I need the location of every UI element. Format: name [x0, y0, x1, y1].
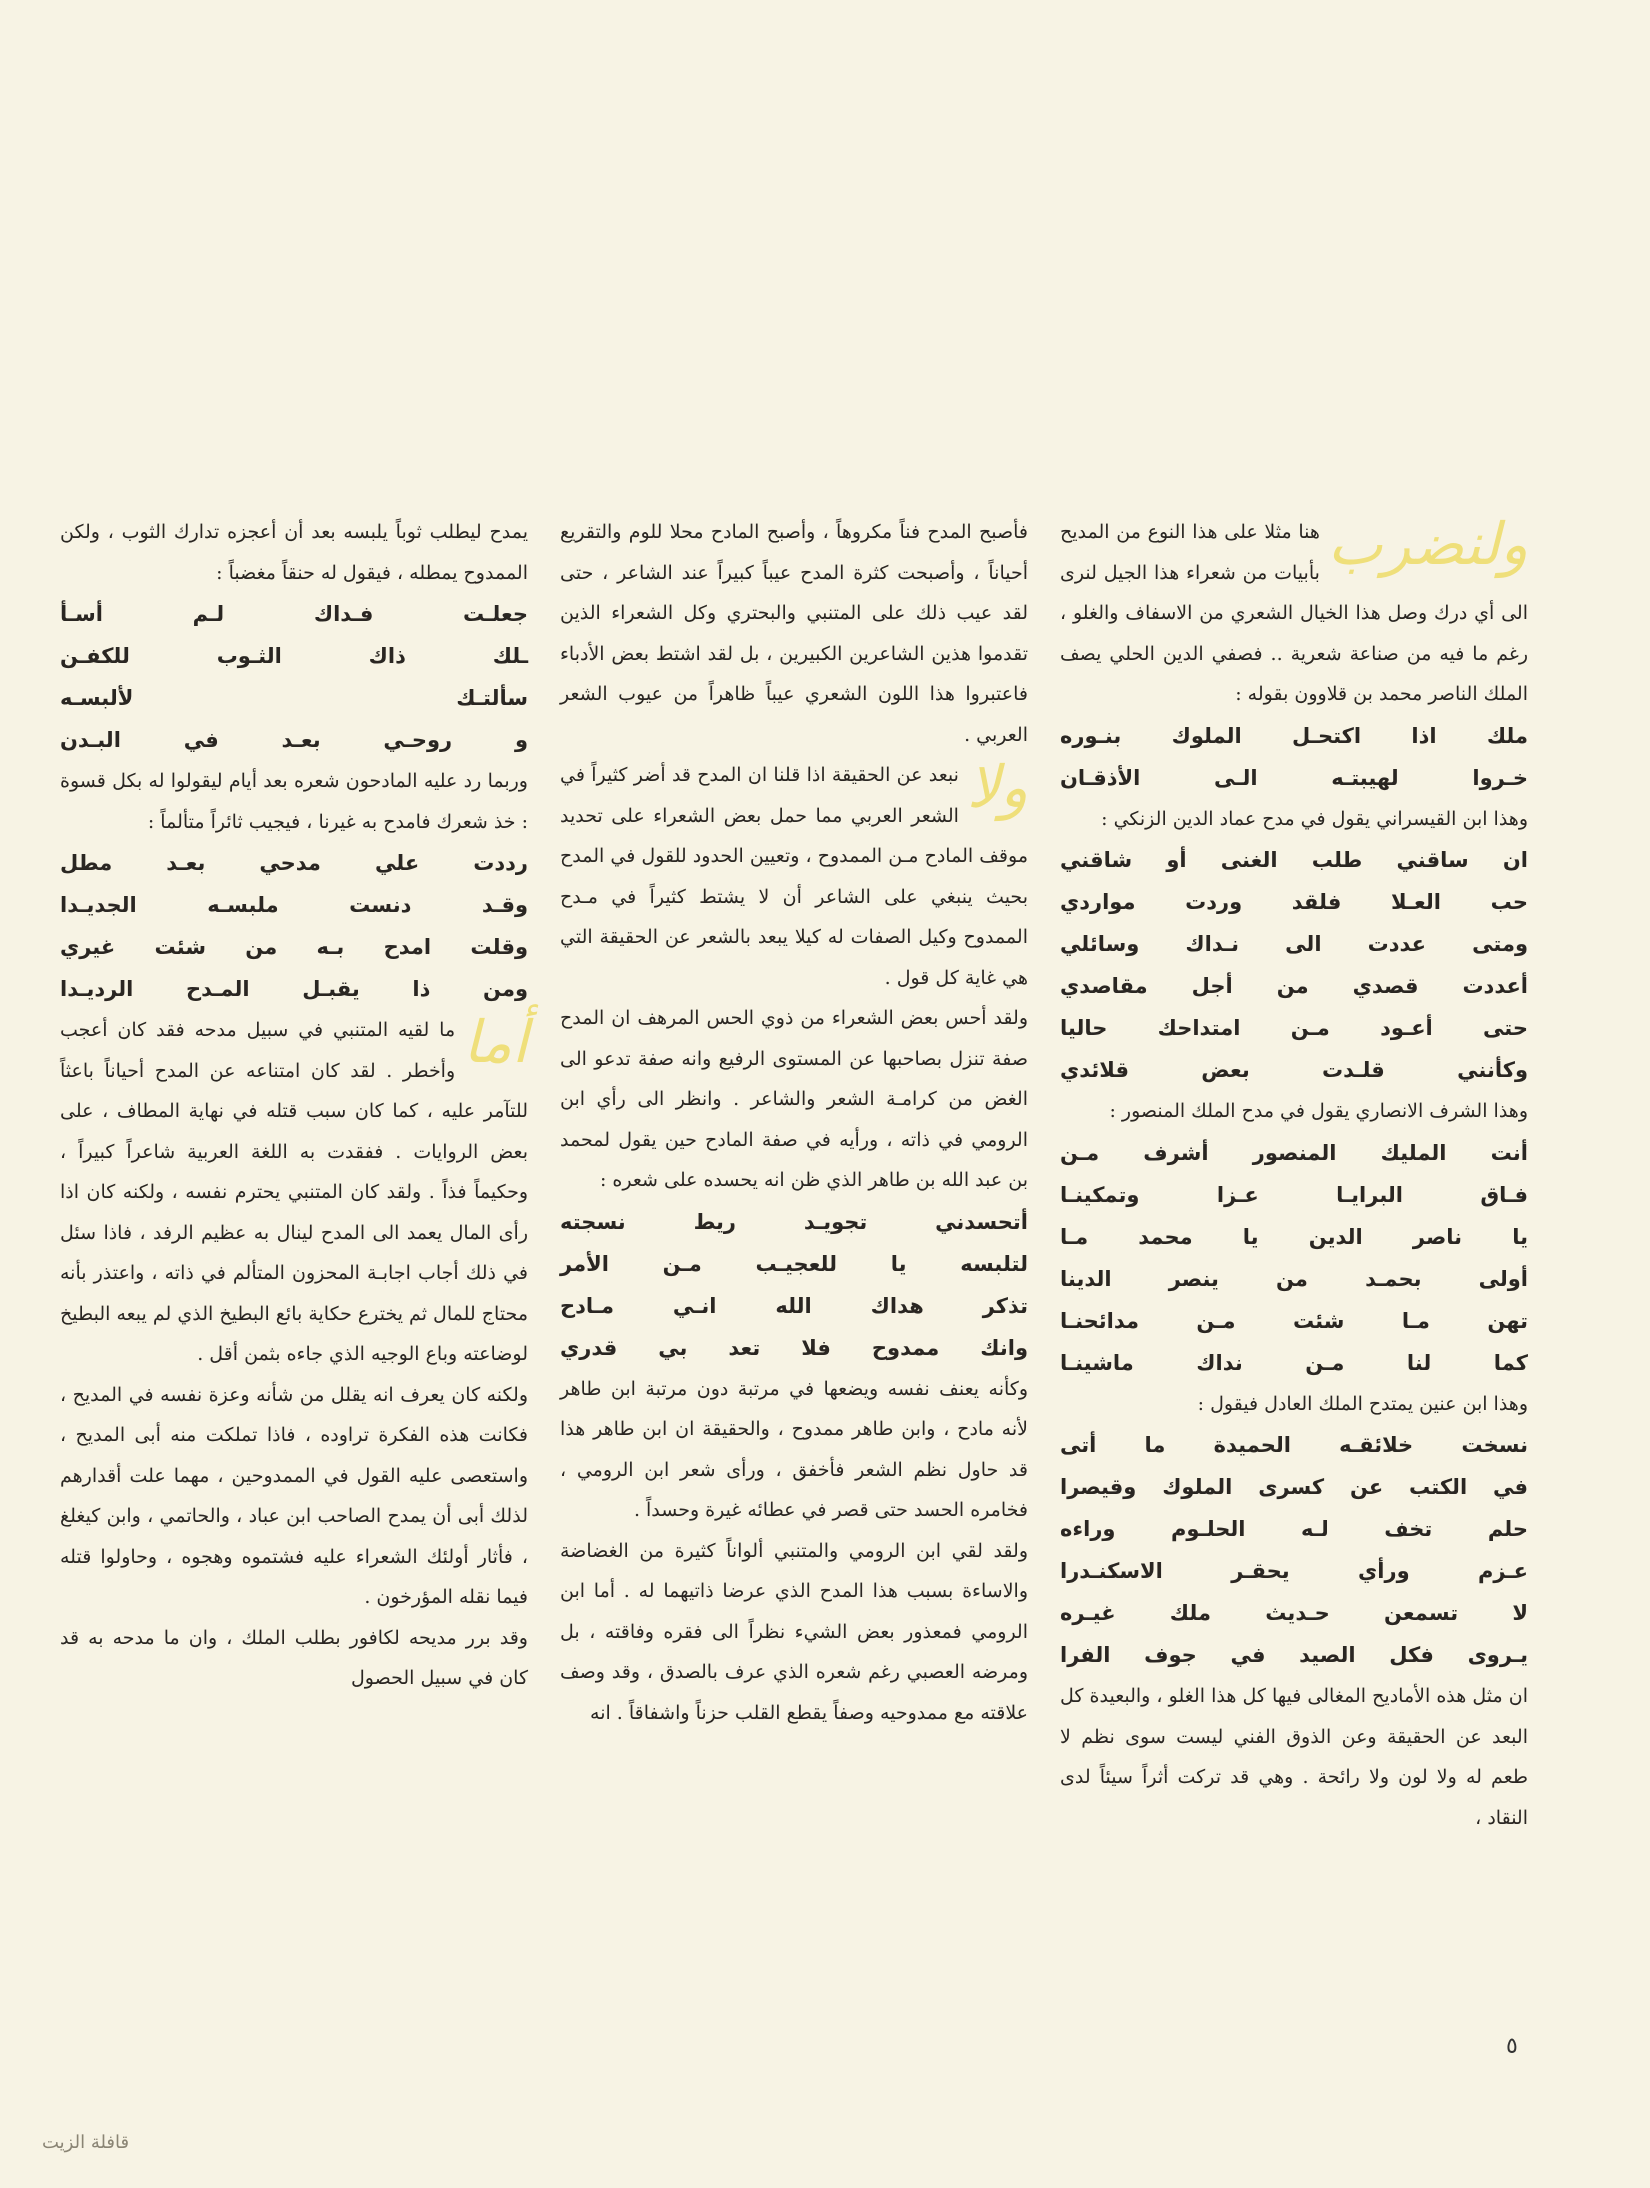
- verse: رددت علي مدحي بعـد مطل: [60, 851, 528, 875]
- middle-paragraph-4: وكأنه يعنف نفسه ويضعها في مرتبة دون مرتبة ابن طاهر لأنه مادح ، وابن طاهر ممدوح ، والحقيقة ان ابن طاهر هذا قد حاول نظم الشعر فأخفق ، ورأى شعر ابن الرومي ، فخامره الحسد حتى قصر في عطائه غيرة وحسداً .: [560, 1377, 1028, 1521]
- middle-paragraph-5: ولقد لقي ابن الرومي والمتنبي ألواناً كثيرة من الغضاضة والاساءة بسبب هذا المدح الذي عرضا ذاتيهما له . أما ابن الرومي فمعذور بعض الشيء نظراً الى فقره وفاقته ، بل ومرضه العصبي رغم شعره الذي عرف بالصدق ، وقد وصف علاقته مع ممدوحيه وصفاً يقطع القلب حزناً واشفاقاً . انه: [560, 1539, 1028, 1724]
- verse: ملك اذا اكتحـل الملوك بنـوره: [1060, 723, 1528, 748]
- middle-dropcap: ولا: [966, 753, 1028, 821]
- right-poem-1: [1060, 715, 1528, 799]
- middle-paragraph-2: نبعد عن الحقيقة اذا قلنا ان المدح قد أضر كثيراً في الشعر العربي مما حمل بعض الشعراء على تحديد موقف المادح مـن الممدوح ، وتعيين الحدود للقول في المدح بحيث ينبغي على الشاعر أن لا يشتط كثيراً في مـدح الممدوح وكيل الصفات له كيلا يبعد بالشعر عن الحقيقة التي هي غاية كل قول .: [560, 764, 1028, 989]
- verse: حتى أعـود مـن امتداحك حاليا: [1060, 1016, 1528, 1040]
- middle-poem-1: [560, 1201, 1028, 1369]
- left-paragraph-2: وربما رد عليه المادحون شعره بعد أيام ليقولوا له بكل قسوة : خذ شعرك فامدح به غيرنا ، فيجيب ثائراً متألماً :: [60, 770, 528, 833]
- verse: نسخت خلائقـه الحميدة ما أتى: [1060, 1433, 1528, 1457]
- left-poem-2: [60, 842, 528, 1010]
- right-paragraph-3: وهذا الشرف الانصاري يقول في مدح الملك المنصور :: [1109, 1100, 1528, 1122]
- middle-paragraph-1: فأصبح المدح فناً مكروهاً ، وأصبح المادح محلا للوم والتقريع أحياناً ، وأصبحت كثرة المدح عيباً كبيراً عند الشاعر ، حتى لقد عيب ذلك على المتنبي والبحتري وكل الشعراء الذين تقدموا هذين الشاعرين الكبيرين ، بل لقد اشتط بعض الأدباء فاعتبروا هذا اللون الشعري عيباً ظاهراً من عيوب الشعر العربي .: [560, 521, 1028, 746]
- right-column: [1060, 512, 1528, 1838]
- verse: أتحسدني تجويـد ريط نسجته: [560, 1209, 1028, 1234]
- verse: وانك ممدوح فلا تعد بي قدري: [560, 1335, 1028, 1360]
- verse: حلم تخف لـه الحلـوم وراءه: [1060, 1517, 1528, 1541]
- left-poem-1: [60, 593, 528, 761]
- verse: يا ناصر الدين يا محمد مـا: [1060, 1224, 1528, 1249]
- verse: جعلـت فـداك لـم أسـأ: [60, 602, 528, 626]
- verse: عـزم ورأي يحقـر الاسكنـدرا: [1060, 1559, 1528, 1583]
- left-paragraph-5: وقد برر مديحه لكافور بطلب الملك ، وان ما مدحه به قد كان في سبيل الحصول: [60, 1626, 528, 1689]
- verse: ومن ذا يقبـل المـدح الرديـدا: [60, 977, 528, 1001]
- magazine-name: قافلة الزيت: [42, 2132, 130, 2153]
- verse: تهن مـا شئت مـن مدائحنـا: [1060, 1308, 1528, 1333]
- right-paragraph-2: وهذا ابن القيسراني يقول في مدح عماد الدين الزنكي :: [1101, 807, 1528, 830]
- verse: ان ساقني طلب الغنى أو شاقني: [1060, 848, 1528, 872]
- verse: وكأنني قلـدت بعض قلائدي: [1060, 1058, 1528, 1082]
- verse: فـاق البرايـا عـزا وتمكينـا: [1060, 1182, 1528, 1207]
- verse: سألتـك لألبسـه: [60, 686, 528, 710]
- verse: لا تسمعن حـديث ملك غيـره: [1060, 1601, 1528, 1625]
- right-poem-2: [1060, 839, 1528, 1091]
- page-number: ٥: [1506, 2034, 1518, 2059]
- verse: حب العـلا فلقد وردت مواردي: [1060, 890, 1528, 914]
- verse: يـروى فكل الصيد في جوف الفرا: [1060, 1643, 1528, 1667]
- right-dropcap: ولنضرب: [1327, 510, 1528, 578]
- verse: لتلبسه يا للعجيـب مـن الأمر: [560, 1251, 1028, 1276]
- verse: وقلت امدح بـه من شئت غيري: [60, 935, 528, 959]
- middle-column: [560, 512, 1028, 1733]
- verse: أولى بحمـد من ينصر الدينا: [1060, 1266, 1528, 1291]
- verse: و روحـي بعـد في البـدن: [60, 728, 528, 752]
- verse: وقـد دنست ملبسـه الجديـدا: [60, 893, 528, 917]
- verse: كما لنا مـن نداك ماشينـا: [1060, 1350, 1528, 1375]
- verse: أعددت قصدي من أجل مقاصدي: [1060, 974, 1528, 998]
- left-paragraph-1: يمدح ليطلب ثوباً يلبسه بعد أن أعجزه تدارك الثوب ، ولكن الممدوح يمطله ، فيقول له حنقاً مغضباً :: [60, 521, 528, 584]
- left-paragraph-3: ما لقيه المتنبي في سبيل مدحه فقد كان أعجب وأخطر . لقد كان امتناعه عن المدح أحياناً باعثاً للتآمر عليه ، كما كان سبب قتله في نهاية المطاف ، على بعض الروايات . ففقدت به اللغة العربية شاعراً كبيراً ، وحكيماً فذاً . ولقد كان المتنبي يحترم نفسه ، ولكنه كان اذا رأى المال يعمد الى المدح لينال به عظيم الرفد ، فاذا سئل في ذلك أجاب اجابـة المحزون المتألم في ذاته ، واعتذر بأنه محتاج للمال ثم يخترع حكاية بائع البطيخ الذي لم يبعه البطيخ لوضاعته وباع الوجيه الذي جاءه بثمن أقل .: [60, 1019, 528, 1365]
- verse: أنت المليك المنصور أشرف مـن: [1060, 1140, 1528, 1165]
- left-paragraph-4: ولكنه كان يعرف انه يقلل من شأنه وعزة نفسه في المديح ، فكانت هذه الفكرة تراوده ، فاذا تملكت منه أبى المديح ، واستعصى عليه القول في الممدوحين ، مهما علت أقدارهم لذلك أبى أن يمدح الصاحب ابن عباد ، والحاتمي ، وابن كيغلغ ، فأثار أولئك الشعراء عليه فشتموه وهجوه ، وحاولوا قتله فيما نقله المؤرخون .: [60, 1383, 528, 1608]
- verse: ـلك ذاك الثـوب للكفـن: [60, 644, 528, 668]
- right-intro: هنا مثلا على هذا النوع من المديح بأبيات من شعراء هذا الجيل لنرى الى أي درك وصل هذا الخيال الشعري من الاسفاف والغلو ، رغم ما فيه من صناعة شعرية .. فصفي الدين الحلي يصف الملك الناصر محمد بن قلاوون بقوله :: [1060, 521, 1528, 705]
- left-column: [60, 512, 528, 1699]
- right-poem-3: [1060, 1132, 1528, 1384]
- verse: خـروا لهيبتـه الـى الأذقـان: [1060, 765, 1528, 790]
- verse: تذكر هداك الله انـي مـادح: [560, 1293, 1028, 1318]
- right-poem-4: [1060, 1424, 1528, 1676]
- right-paragraph-4: وهذا ابن عنين يمتدح الملك العادل فيقول :: [1197, 1392, 1528, 1415]
- right-paragraph-5: ان مثل هذه الأماديح المغالى فيها كل هذا الغلو ، والبعيدة كل البعد عن الحقيقة وعن الذوق الفني ليست سوى نظم لا طعم له ولا لون ولا رائحة . وهي قد تركت أثراً سيئاً لدى النقاد ،: [1060, 1685, 1528, 1829]
- middle-paragraph-3: ولقد أحس بعض الشعراء من ذوي الحس المرهف ان المدح صفة تنزل بصاحبها عن المستوى الرفيع وانه صفة تدعو الى الغض من كرامـة الشعر والشاعر . وانظر الى رأي ابن الرومي في ذاته ، ورأيه في صفة المادح حين يقول لمحمد بن عبد الله بن طاهر الذي ظن انه يحسده على شعره :: [560, 1007, 1028, 1191]
- verse: في الكتب عن كسرى الملوك وقيصرا: [1060, 1475, 1528, 1499]
- verse: ومتى عددت الى نـداك وسائلي: [1060, 932, 1528, 956]
- left-dropcap: أما: [463, 1008, 528, 1076]
